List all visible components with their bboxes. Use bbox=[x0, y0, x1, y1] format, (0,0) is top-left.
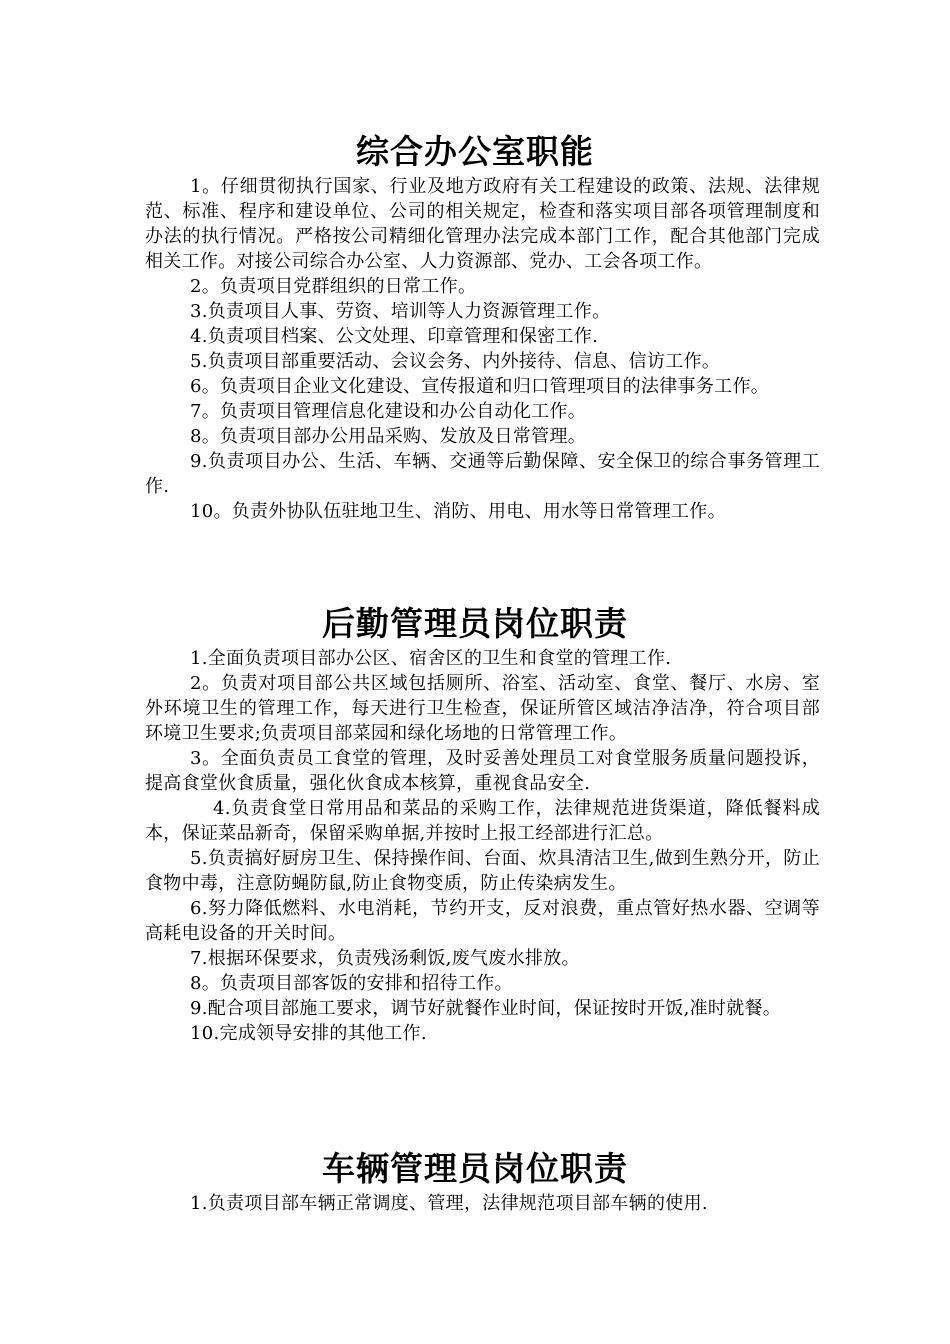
list-item: 4.负责项目档案、公文处理、印章管理和保密工作. bbox=[190, 326, 599, 347]
list-item: 1。仔细贯彻执行国家、行业及地方政府有关工程建设的政策、法规、法律规范、标准、程序和建设单位、公司的相关规定，检查和落实项目部各项管理制度和办法的执行情况。严格按公司精细化管理办法完成本部门工作，配合其他部门完成相关工作。对接公司综合办公室、人力资源部、党办、工会各项工作。 bbox=[145, 176, 820, 272]
list-item: 3.负责项目人事、劳资、培训等人力资源管理工作。 bbox=[190, 301, 611, 322]
section-title: 后勤管理员岗位职责 bbox=[322, 604, 628, 643]
list-item: 7.根据环保要求，负责残汤剩饭,废气废水排放。 bbox=[190, 948, 580, 969]
list-item: 1.负责项目部车辆正常调度、管理，法律规范项目部车辆的使用. bbox=[190, 1193, 708, 1214]
section-title: 车辆管理员岗位职责 bbox=[322, 1149, 628, 1188]
list-item: 7。负责项目管理信息化建设和办公自动化工作。 bbox=[190, 401, 587, 422]
list-item: 10.完成领导安排的其他工作. bbox=[190, 1023, 427, 1044]
list-item: 8。负责项目部办公用品采购、发放及日常管理。 bbox=[190, 426, 587, 447]
list-item: 5.负责项目部重要活动、会议会务、内外接待、信息、信访工作。 bbox=[190, 351, 721, 372]
list-item: 10。负责外协队伍驻地卫生、消防、用电、用水等日常管理工作。 bbox=[190, 501, 726, 522]
list-item: 6。负责项目企业文化建设、宣传报道和归口管理项目的法律事务工作。 bbox=[190, 376, 770, 397]
list-item: 9.配合项目部施工要求，调节好就餐作业时间，保证按时开饭,准时就餐。 bbox=[190, 998, 782, 1019]
list-item: 4.负责食堂日常用品和菜品的采购工作，法律规范进货渠道，降低餐料成本，保证菜品新奇，保留采购单据,并按时上报工经部进行汇总。 bbox=[145, 798, 820, 844]
list-item: 1.全面负责项目部办公区、宿舍区的卫生和食堂的管理工作. bbox=[190, 648, 672, 669]
list-item: 3。全面负责员工食堂的管理，及时妥善处理员工对食堂服务质量问题投诉，提高食堂伙食质量，强化伙食成本核算，重视食品安全. bbox=[145, 748, 820, 794]
section-logistics-duties bbox=[0, 602, 950, 1046]
section-vehicle-duties bbox=[0, 1147, 950, 1216]
list-item: 9.负责项目办公、生活、车辆、交通等后勤保障、安全保卫的综合事务管理工作. bbox=[145, 451, 820, 497]
list-item: 2。负责对项目部公共区域包括厕所、浴室、活动室、食堂、餐厅、水房、室外环境卫生的管理工作，每天进行卫生检查，保证所管区域洁净洁净，符合项目部环境卫生要求;负责项目部菜园和绿化场地的日常管理工作。 bbox=[145, 673, 820, 744]
list-item: 8。负责项目部客饭的安排和招待工作。 bbox=[190, 973, 513, 994]
section-title: 综合办公室职能 bbox=[356, 132, 594, 171]
list-item: 5.负责搞好厨房卫生、保持操作间、台面、炊具清洁卫生,做到生熟分开，防止食物中毒，注意防蝇防鼠,防止食物变质，防止传染病发生。 bbox=[145, 848, 820, 894]
list-item: 6.努力降低燃料、水电消耗，节约开支，反对浪费，重点管好热水器、空调等高耗电设备的开关时间。 bbox=[145, 898, 820, 944]
section-office-functions bbox=[0, 130, 950, 524]
list-item: 2。负责项目党群组织的日常工作。 bbox=[190, 276, 477, 297]
